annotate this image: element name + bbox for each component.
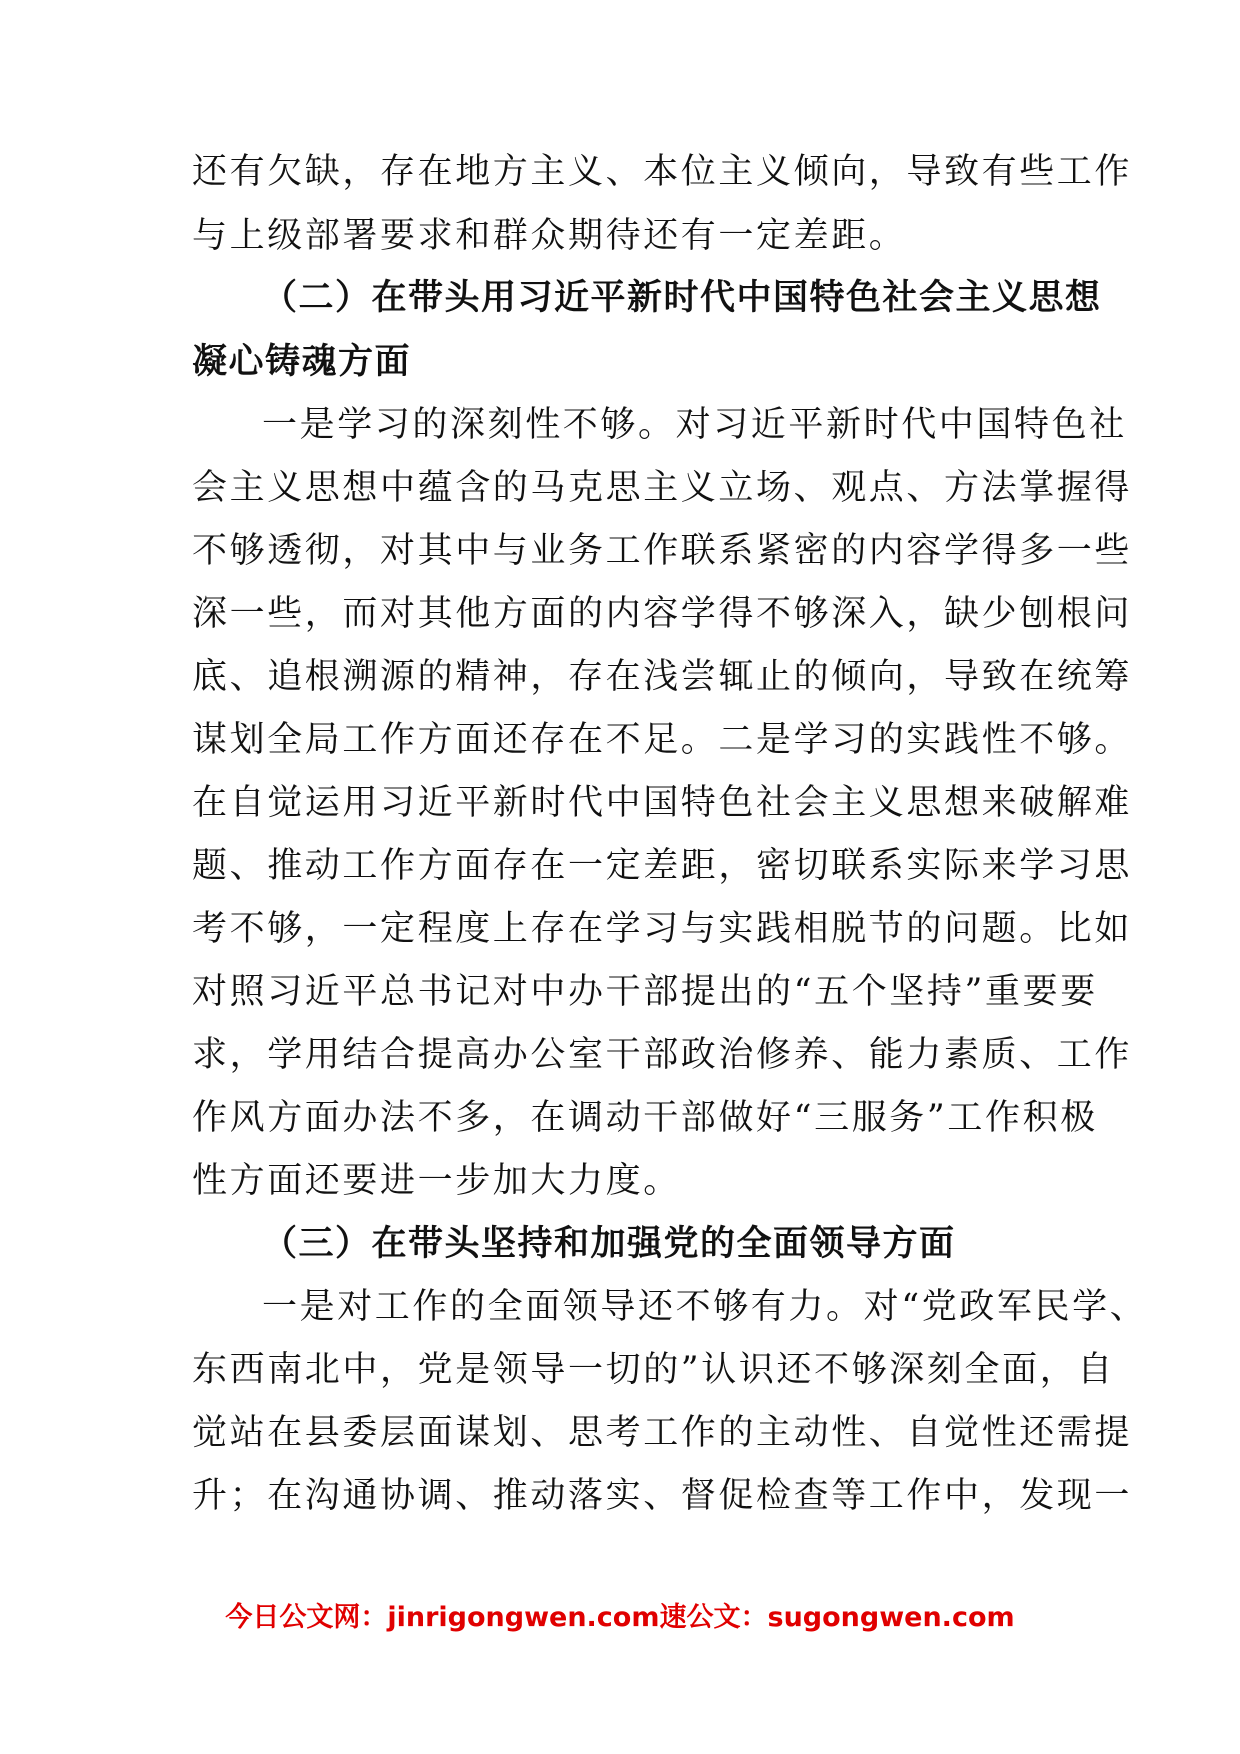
- section-heading-2-cont: 凝心铸魂方面: [192, 342, 412, 382]
- body-line-10: 谋划全局工作方面还存在不足。二是学习的实践性不够。: [192, 720, 1133, 760]
- body-line-2: 与上级部署要求和群众期待还有一定差距。: [192, 216, 907, 256]
- body-line-13: 考不够，一定程度上存在学习与实践相脱节的问题。比如: [192, 909, 1133, 949]
- body-line-6: 会主义思想中蕴含的马克思主义立场、观点、方法掌握得: [192, 468, 1133, 508]
- body-line-11: 在自觉运用习近平新时代中国特色社会主义思想来破解难: [192, 783, 1133, 823]
- body-line-15: 求，学用结合提高办公室干部政治修养、能力素质、工作: [192, 1035, 1133, 1075]
- body-line-12: 题、推动工作方面存在一定差距，密切联系实际来学习思: [192, 846, 1133, 886]
- body-line-8: 深一些，而对其他方面的内容学得不够深入，缺少刨根问: [192, 594, 1133, 634]
- body-line-22: 升；在沟通协调、推动落实、督促检查等工作中，发现一: [192, 1476, 1133, 1516]
- body-line-19: 一是对工作的全面领导还不够有力。对“党政军民学、: [262, 1287, 1148, 1327]
- body-line-5: 一是学习的深刻性不够。对习近平新时代中国特色社: [262, 405, 1127, 445]
- body-line-20: 东西南北中，党是领导一切的”认识还不够深刻全面，自: [192, 1350, 1115, 1390]
- section-heading-2: （二）在带头用习近平新时代中国特色社会主义思想: [262, 278, 1102, 318]
- body-line-9: 底、追根溯源的精神，存在浅尝辄止的倾向，导致在统筹: [192, 657, 1133, 697]
- body-line-7: 不够透彻，对其中与业务工作联系紧密的内容学得多一些: [192, 531, 1133, 571]
- footer-watermark-link[interactable]: 今日公文网：jinrigongwen.com速公文：sugongwen.com: [225, 1602, 1015, 1633]
- section-heading-3: （三）在带头坚持和加强党的全面领导方面: [262, 1224, 956, 1264]
- body-line-1: 还有欠缺，存在地方主义、本位主义倾向，导致有些工作: [192, 152, 1133, 192]
- body-line-16: 作风方面办法不多，在调动干部做好“三服务”工作积极: [192, 1098, 1098, 1138]
- body-line-17: 性方面还要进一步加大力度。: [192, 1161, 681, 1201]
- body-line-21: 觉站在县委层面谋划、思考工作的主动性、自觉性还需提: [192, 1413, 1133, 1453]
- body-line-14: 对照习近平总书记对中办干部提出的“五个坚持”重要要: [192, 972, 1098, 1012]
